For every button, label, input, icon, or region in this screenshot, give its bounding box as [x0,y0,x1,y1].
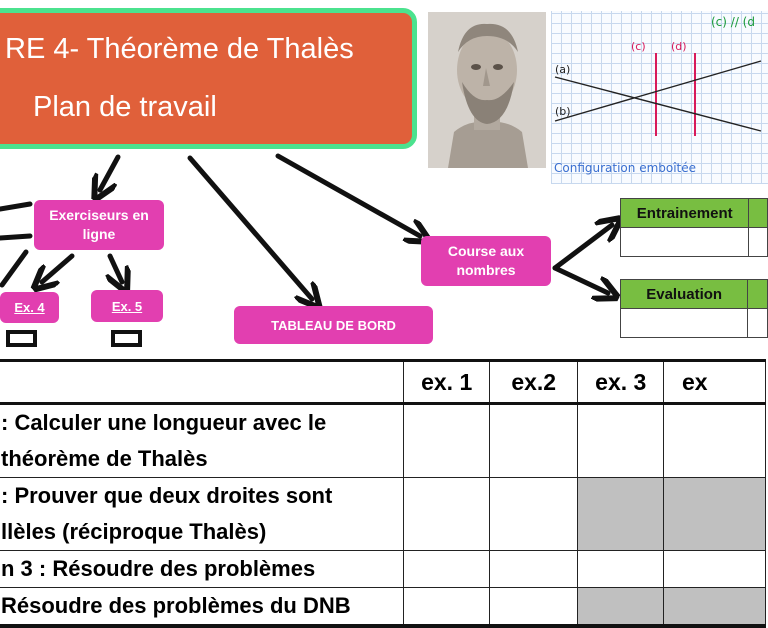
table-cell[interactable] [404,588,490,627]
training-table [620,198,768,257]
table-cell[interactable] [489,588,578,627]
col-header: ex [663,361,765,404]
table-header-row [0,361,766,404]
table-cell[interactable] [489,551,578,588]
table-cell[interactable] [578,551,664,588]
page-title: RE 4- Théorème de Thalès [5,33,354,65]
table-row [0,404,766,478]
training-header: Entrainement [621,199,749,228]
table-row [0,588,766,627]
col-header: ex. 1 [404,361,490,404]
label-d: (d) [671,40,687,53]
table-cell-disabled [663,588,765,627]
col-header: ex.2 [489,361,578,404]
table-cell[interactable] [489,478,578,551]
evaluation-cell [621,309,748,338]
table-cell[interactable] [404,551,490,588]
col-header: ex. 3 [578,361,664,404]
checkbox-icon[interactable] [6,330,37,347]
table-cell-disabled [578,478,664,551]
dashboard-button[interactable]: TABLEAU DE BORD [234,306,433,344]
page-subtitle: Plan de travail [33,91,217,123]
evaluation-table [620,279,768,338]
row-label: n 3 : Résoudre des problèmes [0,551,404,588]
exercises-online-button[interactable]: Exerciseurs en ligne [34,200,164,250]
training-cell [621,228,749,257]
table-cell[interactable] [489,404,578,478]
table-row [0,551,766,588]
table-cell-disabled [578,588,664,627]
row-label: : Calculer une longueur avec le théorème de Thalès [0,404,404,478]
label-c: (c) [631,40,646,53]
ex4-button[interactable] [0,292,59,323]
table-cell-disabled [663,478,765,551]
row-label: Résoudre des problèmes du DNB [0,588,404,627]
table-cell[interactable] [404,404,490,478]
evaluation-header: Evaluation [621,280,748,309]
table-cell[interactable] [663,551,765,588]
row-label: : Prouver que deux droites sont llèles (réciproque Thalès) [0,478,404,551]
table-cell[interactable] [578,404,664,478]
course-numbers-button[interactable]: Course aux nombres [421,236,551,286]
label-b: (b) [555,105,571,118]
ex5-label: Ex. 5 [111,298,143,314]
checkbox-icon[interactable] [111,330,142,347]
ex4-label: Ex. 4 [14,300,45,315]
table-cell[interactable] [663,404,765,478]
table-cell[interactable] [404,478,490,551]
ex5-button[interactable] [91,290,163,322]
table-row [0,478,766,551]
progress-table [0,359,766,628]
figure-caption: Configuration emboîtée [554,161,697,175]
label-a: (a) [555,63,571,76]
parallel-note: (c) // (d [711,15,755,29]
